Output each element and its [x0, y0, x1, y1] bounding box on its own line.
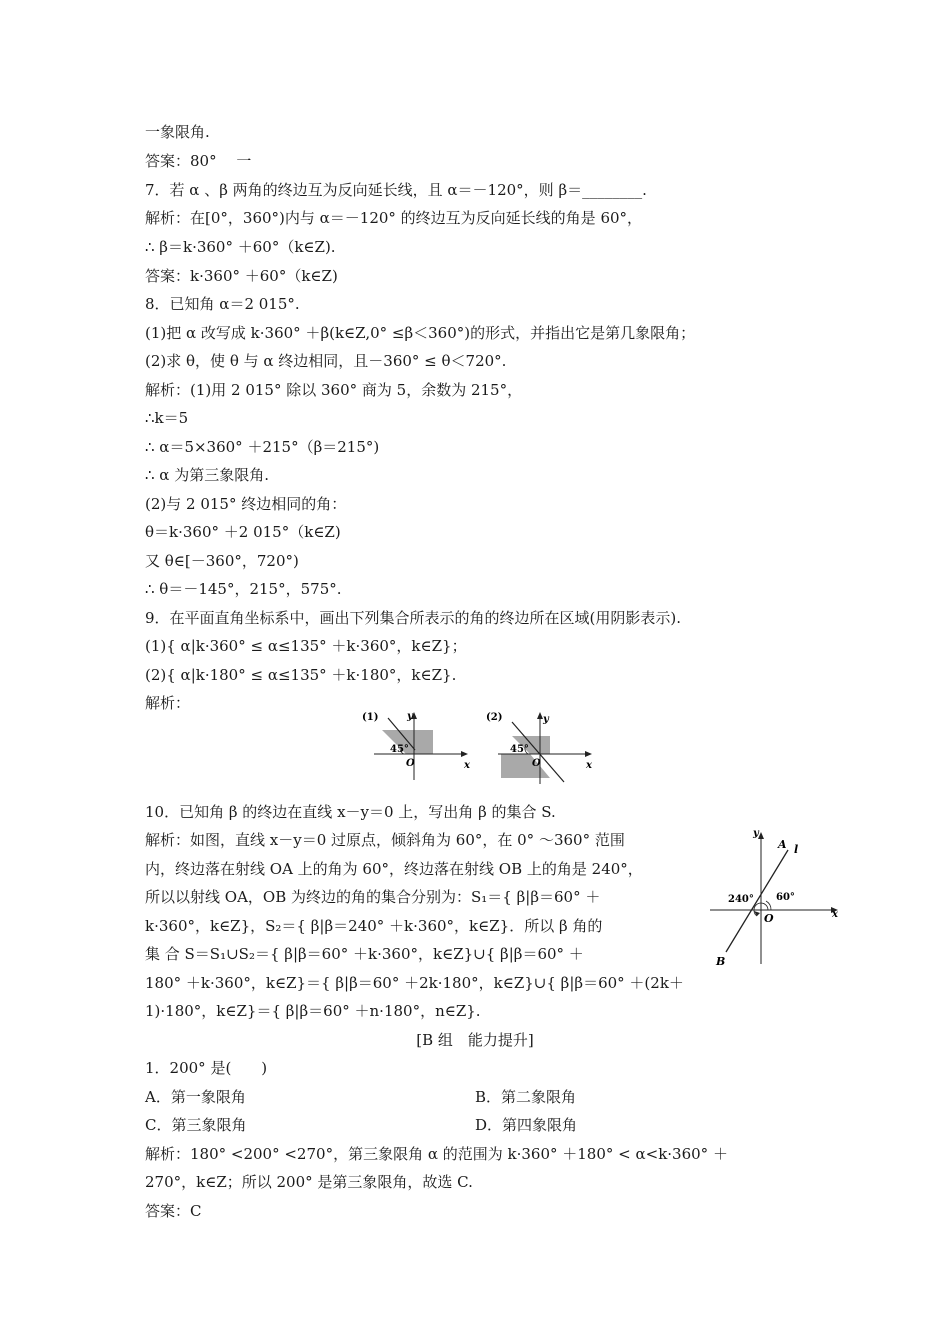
angle-60-label: 60° — [776, 892, 795, 903]
question-8-part-2: (2)求 θ，使 θ 与 α 终边相同，且－360° ≤ θ＜720°. — [145, 352, 507, 370]
solution-line: 解析：如图，直线 x－y＝0 过原点，倾斜角为 60°，在 0° ～360° 范围 — [145, 831, 625, 849]
x-axis-label: x — [464, 760, 470, 771]
answer-line: 答案：80° 一 — [145, 152, 252, 170]
origin-label: O — [764, 912, 774, 925]
x-axis-label: x — [832, 909, 838, 920]
point-a-label: A — [778, 838, 787, 851]
option-c: C．第三象限角 — [145, 1116, 247, 1134]
figure-1-label: (1) — [362, 712, 379, 723]
origin-label: O — [532, 758, 541, 769]
solution-line: ∴ α 为第三象限角. — [145, 466, 269, 484]
figure-2-label: (2) — [486, 712, 503, 723]
point-b-label: B — [716, 955, 726, 966]
solution-line: 解析：在[0°，360°)内与 α＝－120° 的终边互为反向延长线的角是 60°， — [145, 209, 643, 227]
question-7: 7．若 α 、β 两角的终边互为反向延长线，且 α＝－120°，则 β＝________. — [145, 181, 647, 199]
answer-line: 答案：k·360° ＋60°（k∈Z) — [145, 267, 338, 285]
question-9-part-2: (2){ α|k·180° ≤ α≤135° ＋k·180°，k∈Z}. — [145, 666, 457, 684]
y-axis-label: y — [753, 828, 759, 839]
text-line: 一象限角. — [145, 123, 210, 141]
option-d: D．第四象限角 — [475, 1116, 578, 1134]
question-9: 9．在平面直角坐标系中，画出下列集合所表示的角的终边所在区域(用阴影表示). — [145, 609, 682, 627]
section-heading: [B 组 能力提升] — [416, 1031, 534, 1049]
solution-line: ∴ β＝k·360° ＋60°（k∈Z). — [145, 238, 336, 256]
option-a: A．第一象限角 — [145, 1088, 246, 1106]
solution-line: ∴ θ＝－145°，215°，575°. — [145, 580, 342, 598]
question-8: 8．已知角 α＝2 015°. — [145, 295, 300, 313]
solution-line: 解析：(1)用 2 015° 除以 360° 商为 5，余数为 215°， — [145, 381, 523, 399]
figure-2-shaded-region — [484, 708, 604, 788]
solution-line: 180° ＋k·360°，k∈Z}＝{ β|β＝60° ＋2k·180°，k∈Z}∪{ β|β＝60° ＋(2k＋ — [145, 974, 684, 992]
question-b1: 1．200° 是( ) — [145, 1059, 268, 1077]
angle-240-label: 240° — [728, 894, 754, 905]
solution-line: ∴ α＝5×360° ＋215°（β＝215°) — [145, 438, 380, 456]
solution-line: 1)·180°，k∈Z}＝{ β|β＝60° ＋n·180°，n∈Z}. — [145, 1002, 481, 1020]
question-8-part-1: (1)把 α 改写成 k·360° ＋β(k∈Z,0° ≤β＜360°)的形式，并指出它是第几象限角； — [145, 324, 696, 342]
option-b: B．第二象限角 — [475, 1088, 577, 1106]
x-axis-label: x — [586, 760, 592, 771]
solution-line: (2)与 2 015° 终边相同的角： — [145, 495, 347, 513]
solution-line: ∴k＝5 — [145, 409, 189, 427]
solution-line: 内，终边落在射线 OA 上的角为 60°，终边落在射线 OB 上的角是 240°， — [145, 860, 643, 878]
y-axis-label: y — [543, 714, 549, 725]
solution-label: 解析： — [145, 694, 191, 712]
solution-line: θ＝k·360° ＋2 015°（k∈Z) — [145, 523, 341, 541]
angle-label: 45° — [390, 744, 409, 755]
solution-line: k·360°，k∈Z}，S₂＝{ β|β＝240° ＋k·360°，k∈Z}．所以 β 角的 — [145, 917, 603, 935]
line-l-label: l — [794, 843, 799, 856]
solution-line: 解析：180° <200° <270°，第三象限角 α 的范围为 k·360° ＋180° < α<k·360° ＋ — [145, 1145, 728, 1163]
solution-line: 270°，k∈Z；所以 200° 是第三象限角，故选 C. — [145, 1173, 473, 1191]
question-10: 10．已知角 β 的终边在直线 x－y＝0 上，写出角 β 的集合 S. — [145, 803, 556, 821]
solution-line: 集 合 S＝S₁∪S₂＝{ β|β＝60° ＋k·360°，k∈Z}∪{ β|β＝60° ＋ — [145, 945, 584, 963]
angle-label: 45° — [510, 744, 529, 755]
question-9-part-1: (1){ α|k·360° ≤ α≤135° ＋k·360°，k∈Z}； — [145, 637, 467, 655]
solution-line: 所以以射线 OA，OB 为终边的角的集合分别为：S₁＝{ β|β＝60° ＋ — [145, 888, 601, 906]
y-axis-label: y — [407, 711, 413, 722]
solution-line: 又 θ∈[－360°，720°) — [145, 552, 299, 570]
figure-1-shaded-region — [360, 708, 480, 784]
figure-10-line-diagram — [706, 824, 848, 966]
answer-line: 答案：C — [145, 1202, 202, 1220]
origin-label: O — [406, 758, 415, 769]
